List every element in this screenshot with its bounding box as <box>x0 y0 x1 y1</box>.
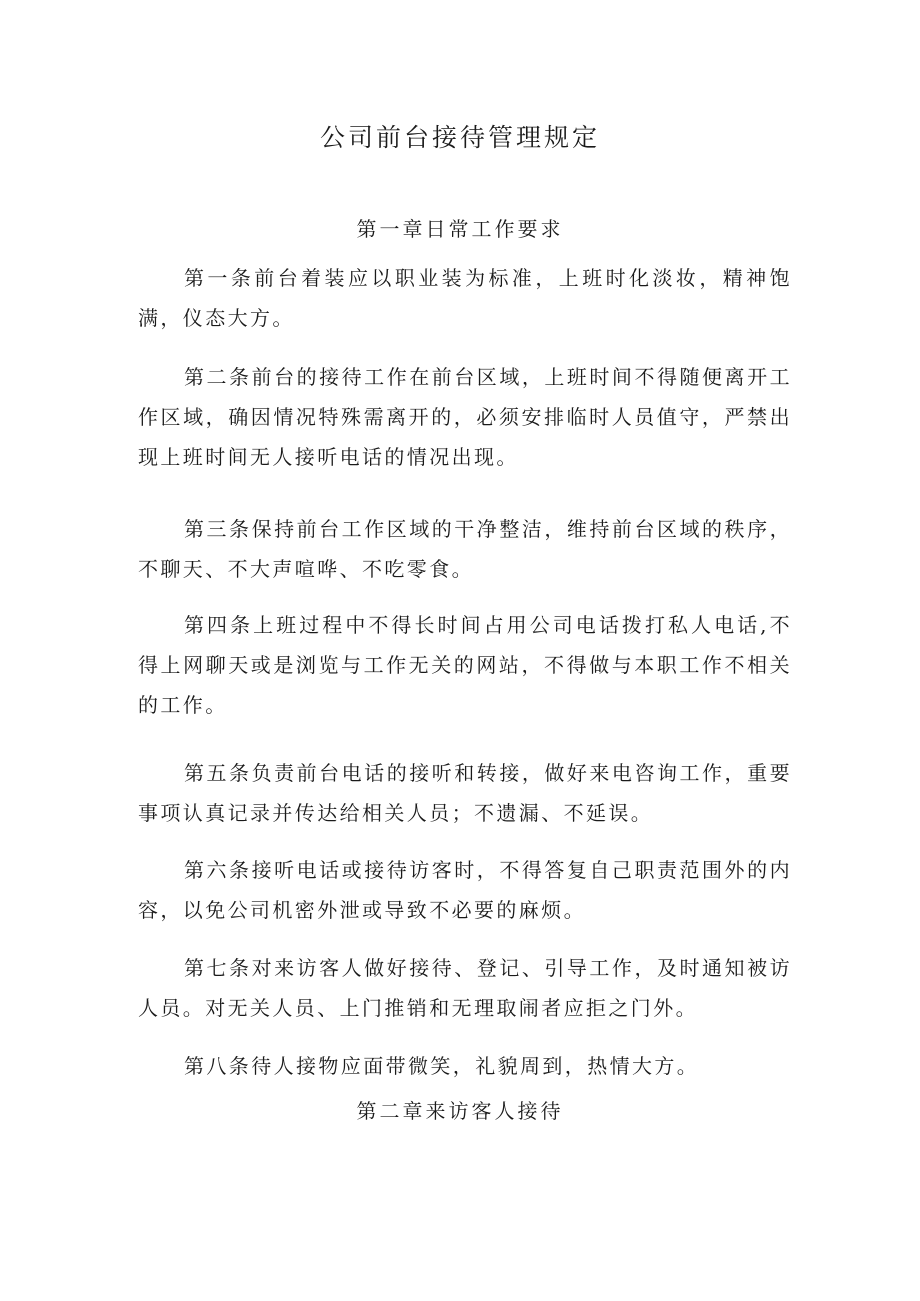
article-7: 第七条对来访客人做好接待、登记、引导工作，及时通知被访人员。对无关人员、上门推销和无理取闹者应拒之门外。 <box>138 956 792 1020</box>
chapter-1-heading: 第一章日常工作要求 <box>356 217 564 241</box>
article-8: 第八条待人接物应面带微笑，礼貌周到，热情大方。 <box>184 1054 700 1078</box>
article-5: 第五条负责前台电话的接听和转接，做好来电咨询工作，重要事项认真记录并传达给相关人员；不遗漏、不延误。 <box>138 761 792 825</box>
article-3: 第三条保持前台工作区域的干净整洁，维持前台区域的秩序，不聊天、不大声喧哗、不吃零食。 <box>138 517 792 581</box>
article-2: 第二条前台的接待工作在前台区域，上班时间不得随便离开工作区域，确因情况特殊需离开的，必须安排临时人员值守，严禁出现上班时间无人接听电话的情况出现。 <box>138 365 792 469</box>
article-1: 第一条前台着装应以职业装为标准，上班时化淡妆，精神饱满，仪态大方。 <box>138 266 792 330</box>
article-4: 第四条上班过程中不得长时间占用公司电话拨打私人电话,不得上网聊天或是浏览与工作无关的网站，不得做与本职工作不相关的工作。 <box>138 613 792 717</box>
article-6: 第六条接听电话或接待访客时，不得答复自己职责范围外的内容，以免公司机密外泄或导致不必要的麻烦。 <box>138 858 792 922</box>
chapter-2-heading: 第二章来访客人接待 <box>356 1099 564 1123</box>
document-title: 公司前台接待管理规定 <box>319 123 600 152</box>
